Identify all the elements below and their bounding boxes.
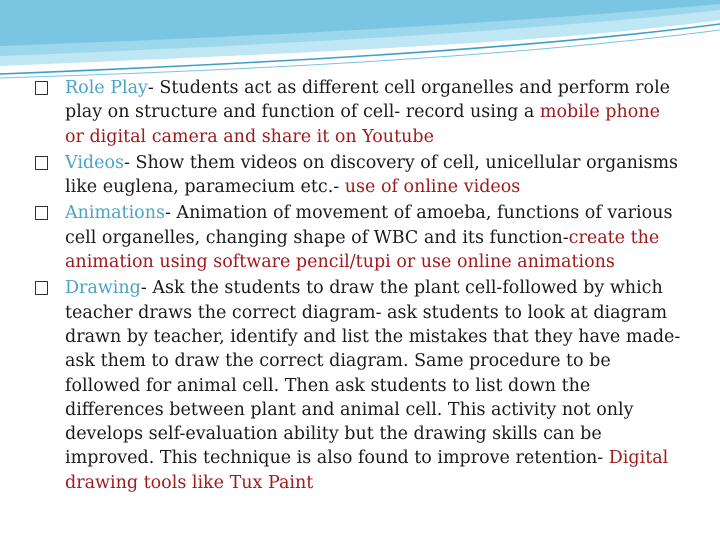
bullet-highlight: Digital drawing tools like Tux Paint	[65, 448, 669, 493]
bullet-text: - Animation of movement of amoeba, functions of various cell organelles, changing shape of WBC and its function-	[65, 203, 673, 248]
missing-glyph-box-icon	[35, 206, 48, 220]
bullet-highlight: mobile phone or digital camera and share it on Youtube	[65, 102, 660, 147]
bullet-keyword: Drawing	[65, 278, 141, 299]
bullet-animations	[34, 201, 684, 274]
bullet-keyword: Animations	[65, 203, 165, 224]
content-body	[34, 76, 684, 497]
missing-glyph-box-icon	[35, 81, 48, 95]
bullet-videos	[34, 151, 684, 200]
bullet-keyword: Role Play	[65, 78, 148, 98]
bullet-text: - Ask the students to draw the plant cell-followed by which teacher draws the correct diagram- ask students to look at diagram drawn by teacher, identify and list the mistakes that they have made- ask them to draw the correct diagram. Same procedure to be followed for animal cell. Then ask students to list down the differences between plant and animal cell. This activity not only develops self-evaluation ability but the drawing skills can be improved. This technique is also found to improve retention-	[65, 278, 681, 469]
missing-glyph-box-icon	[35, 156, 48, 170]
bullet-drawing	[34, 276, 684, 495]
bullet-text: - Students act as different cell organelles and perform role play on structure and function of cell- record using a	[65, 78, 671, 123]
missing-glyph-box-icon	[35, 281, 48, 295]
bullet-keyword: Videos	[65, 152, 125, 173]
bullet-highlight: create the animation using software pencil/tupi or use online animations	[65, 227, 660, 273]
bullet-highlight: use of online videos	[344, 177, 521, 198]
bullet-text: - Show them videos on discovery of cell, unicellular organisms like euglena, paramecium etc.-	[65, 152, 679, 198]
bullet-role-play	[34, 76, 684, 149]
